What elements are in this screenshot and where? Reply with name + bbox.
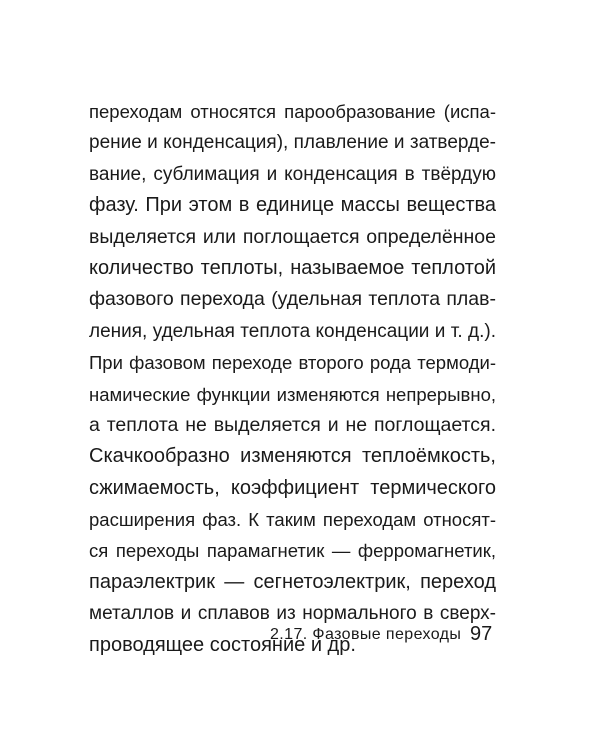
body-text — [89, 96, 496, 661]
page-number: 97 — [470, 623, 493, 645]
text-line: параэлектрик — сегнетоэлектрик, переход — [89, 570, 496, 593]
text-line: фазового перехода (удельная теплота плав- — [89, 288, 496, 311]
text-line: сжимаемость, коэффициент термического — [89, 476, 496, 499]
text-line: ления, удельная теплота конденсации и т. д.). — [89, 320, 496, 342]
text-line: проводящее состояние и др. — [89, 633, 356, 656]
text-line: ся переходы парамагнетик — ферромагнетик, — [89, 540, 496, 562]
text-line: вание, сублимация и конденсация в твёрдую — [89, 163, 496, 185]
text-line: количество теплоты, называемое теплотой — [89, 256, 496, 279]
text-line: рение и конденсация), плавление и затверде- — [89, 132, 496, 154]
text-line: металлов и сплавов из нормального в сверх- — [89, 603, 496, 625]
text-line: выделяется или поглощается определённое — [89, 225, 496, 248]
text-line: переходам относятся парообразование (испа- — [89, 101, 496, 122]
text-line: Скачкообразно изменяются теплоёмкость, — [89, 445, 496, 468]
text-line: При фазовом переходе второго рода термоди- — [89, 352, 496, 374]
text-line: расширения фаз. К таким переходам относят- — [89, 509, 496, 531]
page-footer — [0, 622, 600, 648]
text-line: намические функции изменяются непрерывно, — [89, 383, 496, 405]
running-head: 2.17. Фазовые переходы — [270, 626, 462, 643]
text-line: фазу. При этом в единице массы вещества — [89, 194, 496, 217]
text-line: а теплота не выделяется и не поглощается. — [89, 413, 496, 436]
